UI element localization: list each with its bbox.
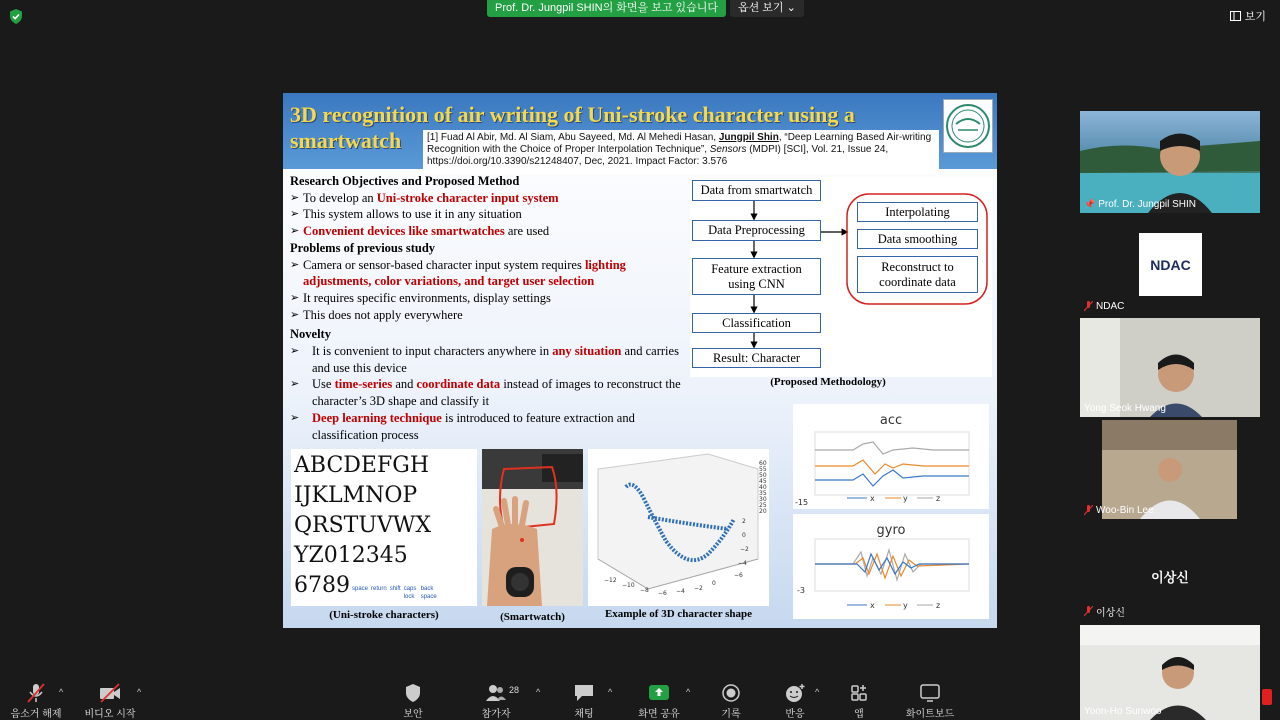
emphasis-span: Convenient devices like smartwatches [303, 224, 505, 239]
citation-journal: Sensors [709, 144, 747, 155]
acc-plot-svg [793, 404, 989, 509]
3d-shape-svg [588, 449, 769, 606]
pin-icon: 📌 [1084, 199, 1096, 209]
video-off-icon [99, 683, 121, 703]
flow-text: Reconstruct to [881, 259, 954, 274]
participant-name-text: 이상신 [1096, 608, 1125, 619]
axis-tick: 60 [759, 460, 767, 467]
participant-tile[interactable] [1080, 222, 1260, 315]
text-span: instead of images to reconstruct the character’s 3D shape and classify it [312, 377, 681, 409]
chevron-up-icon[interactable]: ^ [137, 687, 142, 697]
flow-step-preprocessing: Data Preprocessing [692, 220, 821, 241]
special-key: shift [389, 586, 401, 592]
citation-author: Jungpil Shin [718, 132, 779, 143]
slide-text-column [290, 173, 690, 443]
acc-title: acc [879, 413, 903, 428]
chevron-down-icon: ⌄ [786, 2, 796, 14]
legend-y: y [903, 601, 908, 610]
screen-share-banner: Prof. Dr. Jungpil SHIN의 화면을 보고 있습니다 [487, 0, 726, 17]
axis-tick: 0 [712, 580, 716, 587]
citation-suffix: (MDPI) [SCI], Vol. 21, Issue 24, https://doi.org/10.3390/s21248407, Dec, 2021. Impact Factor: 3.576 [427, 144, 889, 167]
legend-y: y [903, 494, 908, 503]
uni-stroke-figure [291, 449, 477, 606]
start-video-label: 비디오 시작 [84, 709, 136, 720]
citation-prefix: [1] Fuad Al Abir, Md. Al Siam, Abu Sayeed, Md. Al Mehedi Hasan, [427, 132, 719, 143]
text-span: Camera or sensor-based character input system requires [303, 257, 585, 272]
security-button[interactable] [381, 683, 445, 720]
emphasis-span: Uni-stroke character input system [376, 190, 559, 205]
view-options-label: 옵션 보기 [738, 2, 784, 14]
chevron-up-icon[interactable]: ^ [536, 687, 541, 697]
emoji-icon [784, 683, 806, 703]
participants-count: 28 [509, 685, 520, 695]
reactions-label: 반응 [785, 709, 805, 720]
participant-name-text: Woo-Bin Lee [1096, 505, 1154, 516]
flow-text: coordinate data [879, 274, 956, 289]
whiteboard-button[interactable] [898, 683, 962, 720]
grid-view-icon [1230, 11, 1241, 21]
text-span: It is convenient to input characters anywhere in [312, 344, 553, 359]
methodology-flowchart [690, 177, 992, 377]
flow-sub-reconstruct [857, 256, 978, 293]
participant-name [1084, 604, 1125, 619]
axis-tick: 55 [759, 466, 767, 473]
text-span: is introduced to feature extraction and classification process [312, 410, 635, 442]
apps-button[interactable] [827, 683, 891, 720]
ndac-logo-text: NDAC [1150, 256, 1191, 273]
citation-title: , “Deep Learning Based Air-writing Recognition with the Choice of Proper Interpolation Technique”, [427, 132, 932, 155]
research-bullet-3 [290, 223, 690, 240]
mic-muted-icon [25, 683, 47, 703]
axis-tick: 2 [742, 518, 746, 525]
acc-min-label: -15 [795, 498, 809, 507]
emphasis-span: any situation [552, 344, 622, 359]
meeting-toolbar [0, 675, 1080, 720]
flow-sub-interpolating: Interpolating [857, 202, 978, 222]
axis-tick: −6 [734, 572, 743, 579]
uni-row-digits: 6789 [294, 573, 350, 598]
smartwatch-photo [482, 449, 583, 606]
view-label: 보기 [1244, 11, 1266, 23]
participant-name-text: Prof. Dr. Jungpil SHIN [1098, 199, 1197, 210]
axis-tick: 50 [759, 472, 767, 479]
axis-tick: −2 [740, 546, 749, 553]
flow-step-data-source: Data from smartwatch [692, 180, 821, 201]
uni-row [294, 571, 468, 601]
view-layout-button[interactable] [1230, 8, 1266, 24]
university-logo [943, 99, 993, 153]
novelty-bullet-1 [290, 343, 690, 376]
chat-icon [573, 683, 595, 703]
special-key: back space [420, 586, 437, 600]
axis-tick: 30 [759, 496, 767, 503]
uni-row: YZ012345 [294, 543, 408, 568]
people-icon [485, 683, 507, 703]
shield-icon [402, 683, 424, 703]
axis-tick: −2 [694, 585, 703, 592]
legend-z: z [936, 601, 941, 610]
participant-name-text: Yoon-Ho Sunwoo [1084, 706, 1162, 717]
emphasis-span: time-series [334, 377, 393, 392]
participant-avatar-name: 이상신 [1151, 570, 1189, 585]
citation-box [423, 130, 939, 174]
chevron-up-icon[interactable]: ^ [608, 687, 613, 697]
view-options-button[interactable] [730, 0, 804, 17]
text-span: and [392, 377, 417, 392]
uni-row: IJKLMNOP [294, 483, 418, 508]
flow-text: using CNN [728, 276, 785, 291]
participant-video [1080, 111, 1260, 213]
chat-label: 채팅 [574, 709, 594, 720]
participant-name [1084, 505, 1154, 516]
participant-tile[interactable] [1080, 625, 1260, 720]
chevron-up-icon[interactable]: ^ [59, 687, 64, 697]
axis-tick: −4 [738, 560, 747, 567]
3d-shape-plot [588, 449, 769, 606]
uni-row: QRSTUVWX [294, 513, 432, 538]
chevron-up-icon[interactable]: ^ [686, 687, 691, 697]
novelty-heading: Novelty [290, 327, 331, 342]
legend-z: z [936, 494, 941, 503]
axis-tick: −10 [622, 582, 635, 589]
muted-mic-icon [1084, 606, 1093, 617]
text-span: are used [504, 224, 550, 239]
novelty-bullet-3 [290, 410, 690, 443]
emphasis-span: lighting adjustments, color variations, and target user selection [303, 257, 626, 289]
flow-step-classification: Classification [692, 313, 821, 333]
gyro-min-label: -3 [797, 586, 805, 595]
axis-tick: −6 [658, 590, 667, 597]
special-key: space [352, 586, 369, 592]
gyro-title: gyro [876, 523, 906, 538]
university-seal-icon [944, 100, 992, 152]
whiteboard-icon [919, 683, 941, 703]
text-span: and carries and use this device [312, 344, 679, 375]
legend-x: x [870, 494, 875, 503]
axis-tick: 40 [759, 484, 767, 491]
novelty-bullet-2 [290, 376, 690, 409]
research-heading: Research Objectives and Proposed Method [290, 174, 520, 188]
uni-stroke-caption: (Uni-stroke characters) [329, 609, 439, 621]
research-bullet-1 [290, 190, 690, 207]
legend-x: x [870, 601, 875, 610]
axis-tick: −8 [640, 587, 649, 594]
start-video-button[interactable] [78, 683, 142, 720]
flow-step-result: Result: Character [692, 348, 821, 368]
unmute-label: 음소거 해제 [10, 709, 62, 720]
problems-bullet-3: ➢ This does not apply everywhere [290, 307, 690, 324]
special-key: caps lock [403, 586, 417, 600]
whiteboard-label: 화이트보드 [905, 709, 955, 720]
participant-tile[interactable] [1080, 111, 1260, 213]
axis-tick: −4 [676, 588, 685, 595]
apps-label: 앱 [854, 709, 864, 720]
muted-mic-icon [1084, 301, 1093, 312]
uni-row: ABCDEFGH [294, 453, 430, 478]
participant-name [1084, 706, 1161, 717]
security-label: 보안 [403, 709, 423, 720]
flow-step-feature-extraction [692, 258, 821, 295]
ndac-logo [1139, 233, 1202, 296]
axis-tick: −12 [604, 577, 617, 584]
axis-tick: 45 [759, 478, 767, 485]
special-key: return [371, 586, 387, 592]
research-bullet-2: ➢ This system allows to use it in any situation [290, 206, 690, 223]
smartwatch-illustration [482, 449, 583, 606]
participant-name [1084, 199, 1196, 210]
3d-shape-caption: Example of 3D character shape [604, 608, 753, 620]
share-screen-label: 화면 공유 [638, 709, 680, 720]
record-icon [720, 683, 742, 703]
gyro-plot-svg [793, 514, 989, 619]
axis-tick: 0 [742, 532, 746, 539]
shared-slide [283, 93, 997, 628]
end-meeting-indicator[interactable] [1262, 689, 1272, 705]
share-screen-button[interactable] [627, 683, 691, 720]
flowchart-caption: (Proposed Methodology) [770, 376, 886, 388]
smartwatch-caption: (Smartwatch) [500, 611, 565, 623]
share-screen-icon [648, 683, 670, 703]
axis-tick: 25 [759, 502, 767, 509]
participant-name-text: NDAC [1096, 301, 1125, 312]
participant-name [1084, 403, 1166, 414]
muted-mic-icon [1084, 505, 1093, 516]
apps-icon [848, 683, 870, 703]
flow-text: Feature extraction [711, 261, 802, 276]
axis-tick: 20 [759, 508, 767, 515]
participant-name-text: Yong Seok Hwang [1084, 403, 1166, 414]
top-bar [0, 0, 1280, 92]
acc-plot [793, 404, 989, 509]
text-span: Use [312, 377, 335, 392]
problems-bullet-1 [290, 257, 690, 290]
gyro-plot [793, 514, 989, 619]
chat-button[interactable] [552, 683, 616, 720]
problems-heading: Problems of previous study [290, 240, 436, 255]
security-shield-icon[interactable] [9, 9, 23, 24]
uni-stroke-grid [291, 449, 471, 599]
record-button[interactable] [699, 683, 763, 720]
participant-tile[interactable] [1080, 523, 1260, 622]
slide-title: 3D recognition of air writing of Uni-stroke character using a smartwatch [290, 102, 855, 153]
participant-tile[interactable] [1080, 420, 1260, 519]
record-label: 기록 [721, 709, 741, 720]
axis-tick: 35 [759, 490, 767, 497]
chevron-up-icon[interactable]: ^ [815, 687, 820, 697]
emphasis-span: coordinate data [416, 377, 501, 392]
text-span: To develop an [303, 190, 377, 205]
emphasis-span: Deep learning technique [312, 410, 442, 425]
flow-sub-smoothing: Data smoothing [857, 229, 978, 249]
special-keys [352, 585, 435, 601]
participant-tile[interactable] [1080, 318, 1260, 417]
problems-bullet-2: ➢ It requires specific environments, display settings [290, 290, 690, 307]
participants-label: 참가자 [481, 709, 511, 720]
participant-name [1084, 301, 1124, 312]
